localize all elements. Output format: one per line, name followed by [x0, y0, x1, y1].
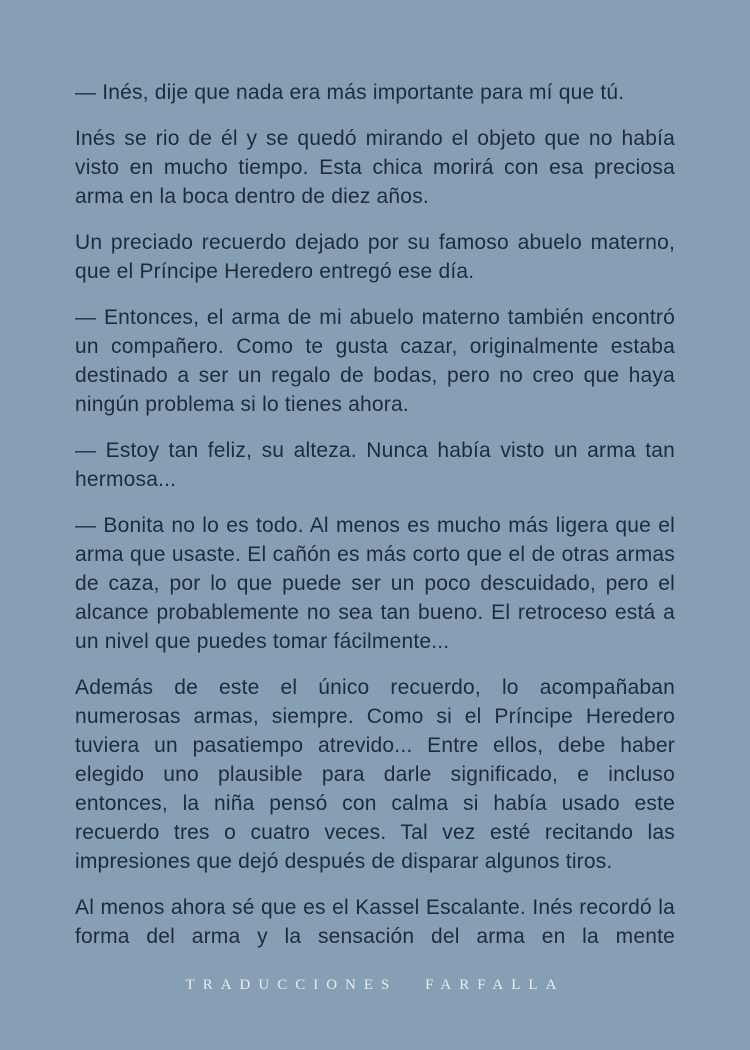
story-paragraph: Al menos ahora sé que es el Kassel Escalante. Inés recordó la forma del arma y la sensación del arma en la mente	[75, 896, 675, 948]
story-paragraph: — Inés, dije que nada era más importante para mí que tú.	[75, 81, 625, 104]
story-paragraph: — Bonita no lo es todo. Al menos es mucho más ligera que el arma que usaste. El cañón es más corto que el de otras armas de caza, por lo que puede ser un poco descuidado, pero el alcance probablemente no sea tan bueno. El retroceso está a un nivel que puedes tomar fácilmente...	[75, 514, 675, 653]
story-paragraph: — Entonces, el arma de mi abuelo materno también encontró un compañero. Como te gusta cazar, originalmente estaba destinado a ser un regalo de bodas, pero no creo que haya ningún problema si lo tienes ahora.	[75, 306, 675, 416]
story-paragraph: Además de este el único recuerdo, lo acompañaban numerosas armas, siempre. Como si el Príncipe Heredero tuviera un pasatiempo atrevido... Entre ellos, debe haber elegido uno plausible para darle significado, e incluso entonces, la niña pensó con calma si había usado este recuerdo tres o cuatro veces. Tal vez esté recitando las impresiones que dejó después de disparar algunos tiros.	[75, 676, 675, 873]
translator-credit: TRADUCCIONES FARFALLA	[185, 977, 565, 993]
story-paragraph: Un preciado recuerdo dejado por su famoso abuelo materno, que el Príncipe Heredero entregó ese día.	[75, 231, 675, 283]
story-paragraph: Inés se rio de él y se quedó mirando el objeto que no había visto en mucho tiempo. Esta chica morirá con esa preciosa arma en la boca dentro de diez años.	[75, 127, 675, 208]
story-text	[75, 78, 675, 951]
story-paragraph: — Estoy tan feliz, su alteza. Nunca había visto un arma tan hermosa...	[75, 439, 675, 491]
